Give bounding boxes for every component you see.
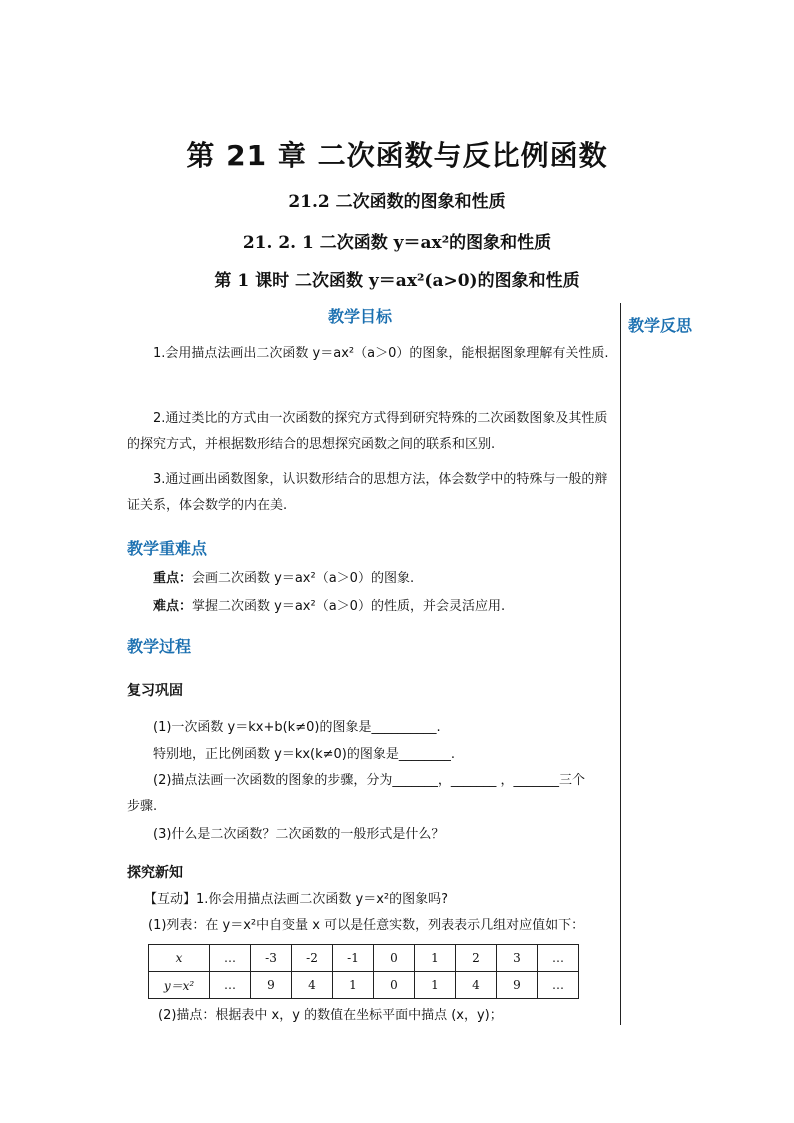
review-q1: (1)一次函数 y＝kx+b(k≠0)的图象是__________. — [153, 720, 441, 735]
table-cell: 0 — [374, 945, 415, 972]
table-cell: 4 — [292, 972, 333, 999]
table-cell: 1 — [333, 972, 374, 999]
focus-label: 重点： — [153, 571, 193, 586]
plot-step: (2)描点：根据表中 x，y 的数值在坐标平面中描点 (x，y)； — [158, 1008, 503, 1023]
table-row-x — [149, 945, 579, 972]
table-header-y: y＝x² — [149, 972, 210, 999]
table-cell: … — [210, 972, 251, 999]
table-cell: -3 — [251, 945, 292, 972]
table-cell: 2 — [456, 945, 497, 972]
difficulty-label: 难点： — [153, 599, 193, 614]
section-title: 21.2 二次函数的图象和性质 — [288, 192, 506, 212]
list-step: (1)列表：在 y＝x²中自变量 x 可以是任意实数，列表表示几组对应值如下： — [148, 918, 585, 933]
table-cell: … — [538, 972, 579, 999]
review-q1b: 特别地，正比例函数 y＝kx(k≠0)的图象是________. — [153, 747, 456, 762]
table-cell: … — [210, 945, 251, 972]
table-header-x: x — [149, 945, 210, 972]
values-table — [148, 944, 579, 999]
review-heading: 复习巩固 — [127, 683, 183, 699]
difficulty-line — [153, 597, 623, 617]
table-cell: 1 — [415, 972, 456, 999]
explore-heading: 探究新知 — [127, 865, 183, 881]
difficulty-text: 掌握二次函数 y＝ax²（a＞0）的性质，并会灵活应用. — [192, 599, 506, 614]
process-heading: 教学过程 — [127, 637, 192, 656]
reflection-heading: 教学反思 — [628, 316, 693, 335]
table-cell: 9 — [497, 972, 538, 999]
review-q3: (3)什么是二次函数？二次函数的一般形式是什么？ — [153, 827, 445, 842]
focus-line — [153, 569, 623, 589]
chapter-title: 第 21 章 二次函数与反比例函数 — [186, 139, 608, 172]
interact-line: 【互动】1.你会用描点法画二次函数 y＝x²的图象吗? — [144, 892, 449, 907]
objective-item: 3.通过画出函数图象，认识数形结合的思想方法，体会数学中的特殊与一般的辩证关系，体会数学的内在美. — [127, 472, 608, 513]
key-points-heading: 教学重难点 — [127, 539, 208, 558]
table-row-y — [149, 972, 579, 999]
table-cell: -1 — [333, 945, 374, 972]
table-cell: 0 — [374, 972, 415, 999]
review-q2: (2)描点法画一次函数的图象的步骤，分为_______，_______ ，_______三个 — [153, 773, 586, 788]
objectives-heading: 教学目标 — [327, 307, 392, 326]
table-cell: -2 — [292, 945, 333, 972]
table-cell: 3 — [497, 945, 538, 972]
table-cell: … — [538, 945, 579, 972]
subsection-title: 21. 2. 1 二次函数 y＝ax²的图象和性质 — [242, 233, 552, 253]
objective-item: 1.会用描点法画出二次函数 y＝ax²（a＞0）的图象，能根据图象理解有关性质. — [153, 346, 609, 361]
table-cell: 1 — [415, 945, 456, 972]
objective-item: 2.通过类比的方式由一次函数的探究方式得到研究特殊的二次函数图象及其性质的探究方式，并根据数形结合的思想探究函数之间的联系和区别. — [127, 411, 608, 452]
lesson-title: 第 1 课时 二次函数 y＝ax²(a>0)的图象和性质 — [214, 271, 580, 291]
column-divider — [620, 303, 621, 1025]
focus-text: 会画二次函数 y＝ax²（a＞0）的图象. — [192, 571, 415, 586]
table-cell: 4 — [456, 972, 497, 999]
review-q2b: 步骤. — [127, 799, 158, 814]
table-cell: 9 — [251, 972, 292, 999]
